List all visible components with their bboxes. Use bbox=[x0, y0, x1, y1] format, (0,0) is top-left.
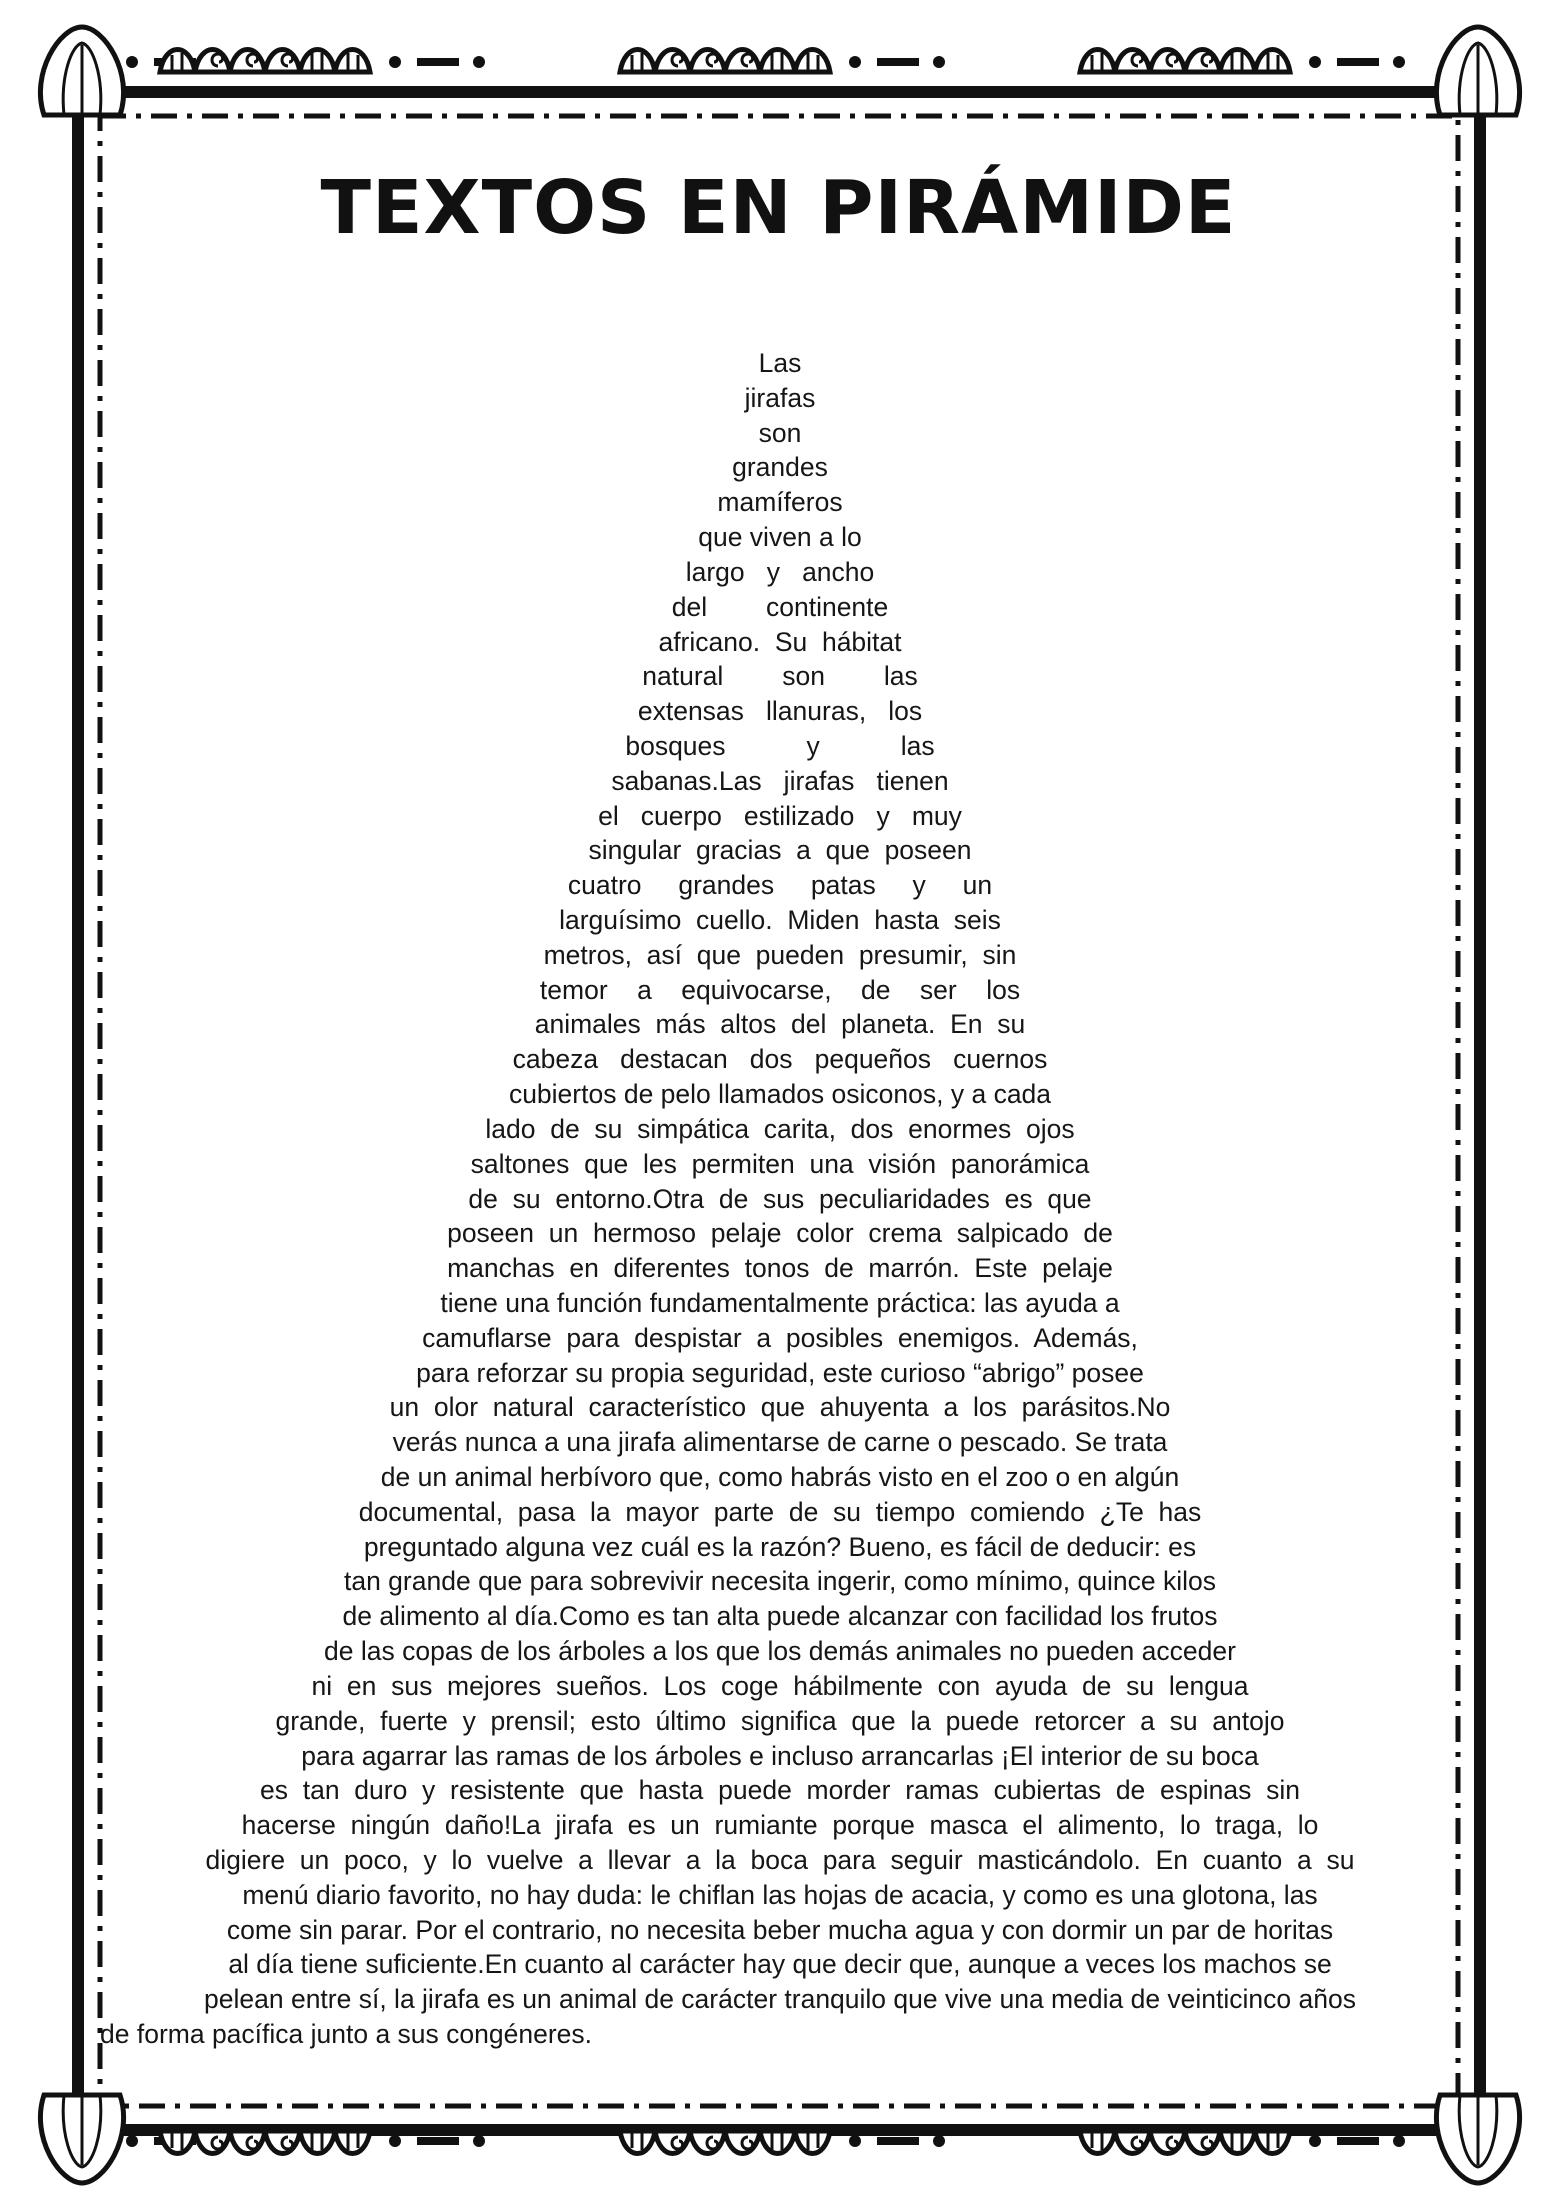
pyramid-line: de alimento al día.Como es tan alta puede alcanzar con facilidad los frutos bbox=[342, 1601, 1218, 1632]
pyramid-line: documental, pasa la mayor parte de su tiempo comiendo ¿Te has bbox=[358, 1496, 1202, 1527]
pyramid-line: jirafas bbox=[744, 382, 816, 413]
pyramid-line: grande, fuerte y prensil; esto último significa que la puede retorcer a su antojo bbox=[275, 1705, 1285, 1736]
pyramid-line: camuflarse para despistar a posibles enemigos. Además, bbox=[422, 1322, 1138, 1353]
pyramid-line: para agarrar las ramas de los árboles e incluso arrancarlas ¡El interior de su boca bbox=[301, 1740, 1259, 1771]
pyramid-line: que viven a lo bbox=[698, 522, 862, 553]
pyramid-line: de forma pacífica junto a sus congéneres. bbox=[100, 2019, 593, 2049]
pyramid-line: cubiertos de pelo llamados osiconos, y a cada bbox=[508, 1079, 1052, 1110]
pyramid-line: animales más altos del planeta. En su bbox=[534, 1009, 1026, 1040]
pyramid-line: tiene una función fundamentalmente práctica: las ayuda a bbox=[440, 1287, 1120, 1318]
pyramid-line: tan grande que para sobrevivir necesita ingerir, como mínimo, quince kilos bbox=[343, 1566, 1216, 1597]
pyramid-line: para reforzar su propia seguridad, este curioso “abrigo” posee bbox=[416, 1357, 1144, 1388]
pyramid-line: preguntado alguna vez cuál es la razón? Bueno, es fácil de deducir: es bbox=[363, 1531, 1197, 1562]
pyramid-line: ni en sus mejores sueños. Los coge hábilmente con ayuda de su lengua bbox=[311, 1670, 1249, 1701]
pyramid-line: hacerse ningún daño!La jirafa es un rumiante porque masca el alimento, lo traga, lo bbox=[241, 1810, 1319, 1841]
pyramid-line: temor a equivocarse, de ser los bbox=[539, 974, 1021, 1005]
pyramid-line: cuatro grandes patas y un bbox=[567, 870, 993, 901]
pyramid-line: manchas en diferentes tonos de marrón. Este pelaje bbox=[447, 1253, 1113, 1284]
page-title: TEXTOS EN PIRÁMIDE bbox=[320, 165, 1237, 251]
pyramid-line: del continente bbox=[671, 591, 889, 622]
pyramid-line: son bbox=[758, 417, 802, 448]
pyramid-line: natural son las bbox=[642, 661, 918, 692]
pyramid-line: cabeza destacan dos pequeños cuernos bbox=[512, 1044, 1048, 1075]
pyramid-line: larguísimo cuello. Miden hasta seis bbox=[559, 905, 1001, 935]
pyramid-line: de un animal herbívoro que, como habrás visto en el zoo o en algún bbox=[380, 1462, 1180, 1492]
pyramid-line: lado de su simpática carita, dos enormes ojos bbox=[485, 1113, 1075, 1144]
pyramid-line: extensas llanuras, los bbox=[637, 696, 923, 727]
pyramid-text bbox=[100, 346, 1460, 2052]
pyramid-line: sabanas.Las jirafas tienen bbox=[611, 765, 949, 796]
pyramid-line: grandes bbox=[732, 452, 828, 483]
pyramid-line: es tan duro y resistente que hasta puede morder ramas cubiertas de espinas sin bbox=[260, 1775, 1300, 1806]
pyramid-line: digiere un poco, y lo vuelve a llevar a la boca para seguir masticándolo. En cuanto a su bbox=[205, 1844, 1355, 1875]
pyramid-line: mamíferos bbox=[717, 487, 843, 518]
pyramid-line: el cuerpo estilizado y muy bbox=[598, 800, 962, 831]
pyramid-line: saltones que les permiten una visión panorámica bbox=[470, 1148, 1090, 1179]
pyramid-line: de las copas de los árboles a los que los demás animales no pueden acceder bbox=[324, 1636, 1236, 1667]
pyramid-line: come sin parar. Por el contrario, no necesita beber mucha agua y con dormir un par de horitas bbox=[226, 1914, 1334, 1945]
pyramid-line: largo y ancho bbox=[685, 556, 875, 587]
pyramid-line: africano. Su hábitat bbox=[658, 626, 902, 657]
pyramid-line: metros, así que pueden presumir, sin bbox=[543, 939, 1017, 970]
pyramid-line: singular gracias a que poseen bbox=[588, 835, 972, 866]
pyramid-line: pelean entre sí, la jirafa es un animal de carácter tranquilo que vive una media de veinticinco años bbox=[204, 1984, 1356, 2015]
pyramid-line: verás nunca a una jirafa alimentarse de carne o pescado. Se trata bbox=[392, 1427, 1168, 1458]
pyramid-line: de su entorno.Otra de sus peculiaridades es que bbox=[468, 1183, 1092, 1214]
pyramid-line: menú diario favorito, no hay duda: le chiflan las hojas de acacia, y como es una glotona, las bbox=[242, 1879, 1318, 1910]
pyramid-line: poseen un hermoso pelaje color crema salpicado de bbox=[447, 1218, 1113, 1249]
pyramid-line: un olor natural característico que ahuyenta a los parásitos.No bbox=[389, 1392, 1171, 1423]
pyramid-line: bosques y las bbox=[625, 730, 935, 761]
pyramid-line: Las bbox=[758, 348, 802, 378]
pyramid-line: al día tiene suficiente.En cuanto al carácter hay que decir que, aunque a veces los machos se bbox=[228, 1949, 1332, 1980]
